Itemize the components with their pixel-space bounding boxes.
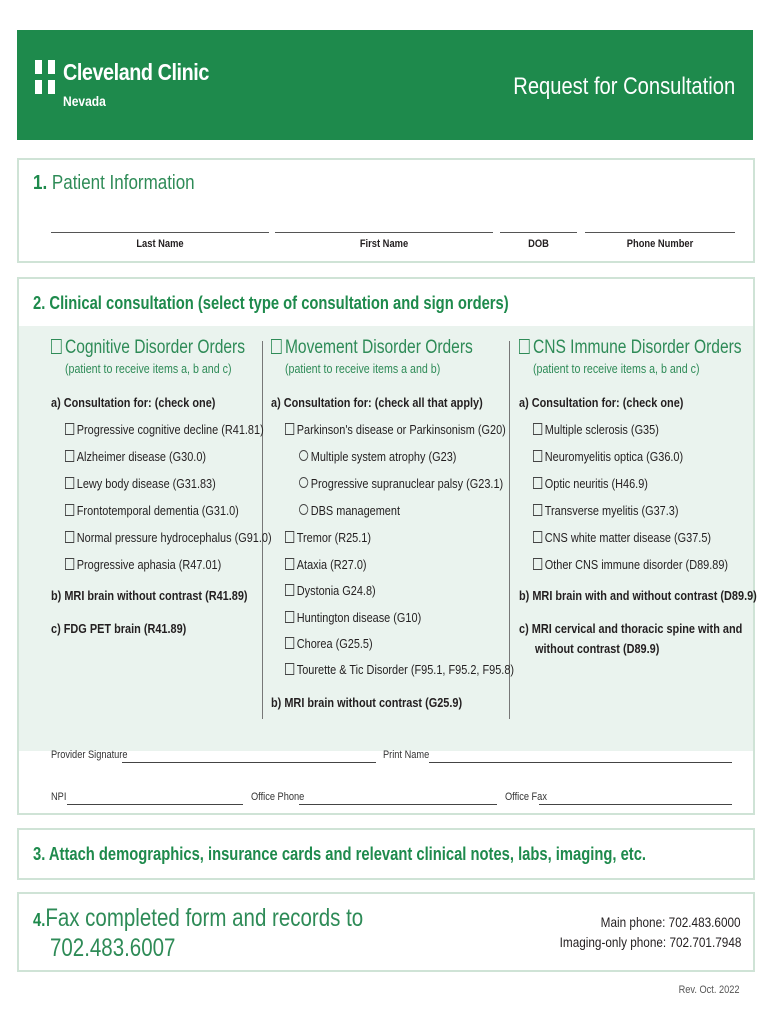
checkbox[interactable] [285, 558, 294, 570]
cognitive-a-label: a) Consultation for: (check one) [51, 395, 216, 410]
radio[interactable] [299, 477, 308, 488]
checkbox[interactable] [285, 611, 294, 623]
cognitive-item[interactable] [65, 422, 264, 437]
movement-b-label: b) MRI brain without contrast (G25.9) [271, 695, 463, 710]
cns-heading-label: CNS Immune Disorder Orders [532, 337, 742, 358]
print-name-label: Print Name [383, 749, 430, 761]
movement-radio-item[interactable] [299, 476, 503, 491]
phone-number-field[interactable] [585, 232, 735, 233]
item-label: Alzheimer disease (G30.0) [76, 449, 207, 464]
section-3-title [33, 844, 646, 865]
cognitive-orders-column [51, 337, 261, 376]
section-4-number: 4. [33, 910, 46, 930]
form-title: Request for Consultation [513, 73, 735, 100]
checkbox[interactable] [65, 477, 74, 489]
last-name-field[interactable] [51, 232, 269, 233]
checkbox[interactable] [65, 450, 74, 462]
item-label: Progressive supranuclear palsy (G23.1) [310, 476, 504, 491]
movement-item[interactable] [285, 610, 421, 625]
checkbox[interactable] [533, 531, 542, 543]
cognitive-item[interactable] [65, 530, 272, 545]
cognitive-heading [51, 337, 246, 359]
cognitive-b-label: b) MRI brain without contrast (R41.89) [51, 588, 248, 603]
brand-subtitle: Nevada [63, 93, 106, 109]
section-3-heading: Attach demographics, insurance cards and relevant clinical notes, labs, imaging, etc. [48, 844, 647, 864]
cns-item[interactable] [533, 503, 678, 518]
radio[interactable] [299, 504, 308, 515]
item-label: Ataxia (R27.0) [296, 557, 367, 572]
checkbox[interactable] [533, 504, 542, 516]
section-1-number: 1. [33, 172, 48, 194]
cns-checkbox[interactable] [519, 339, 530, 354]
fax-section [17, 892, 755, 972]
cognitive-item[interactable] [65, 503, 239, 518]
movement-checkbox[interactable] [271, 339, 282, 354]
brand-name: Cleveland Clinic [63, 59, 209, 85]
last-name-label: Last Name [136, 238, 184, 250]
item-label: Parkinson's disease or Parkinsonism (G20) [296, 422, 506, 437]
item-label: Tourette & Tic Disorder (F95.1, F95.2, F95.8) [296, 662, 515, 677]
movement-orders-column [271, 337, 501, 376]
office-fax-label: Office Fax [505, 791, 547, 803]
movement-item[interactable] [285, 422, 506, 437]
office-phone-field[interactable] [299, 804, 497, 805]
item-label: Huntington disease (G10) [296, 610, 422, 625]
provider-signature-field[interactable] [122, 762, 376, 763]
checkbox[interactable] [65, 531, 74, 543]
item-label: Transverse myelitis (G37.3) [544, 503, 679, 518]
movement-heading [271, 337, 473, 359]
cns-item[interactable] [533, 422, 659, 437]
movement-item[interactable] [285, 636, 373, 651]
cognitive-heading-label: Cognitive Disorder Orders [64, 337, 246, 358]
item-label: Progressive aphasia (R47.01) [76, 557, 222, 572]
cns-orders-column [519, 337, 749, 376]
dob-label: DOB [528, 238, 549, 250]
cognitive-item[interactable] [65, 557, 221, 572]
npi-field[interactable] [67, 804, 243, 805]
checkbox[interactable] [533, 450, 542, 462]
movement-radio-item[interactable] [299, 503, 400, 518]
item-label: Normal pressure hydrocephalus (G91.0) [76, 530, 272, 545]
checkbox[interactable] [65, 423, 74, 435]
item-label: Chorea (G25.5) [296, 636, 373, 651]
fax-number: 702.483.6007 [50, 934, 176, 962]
section-3-number: 3. [33, 844, 46, 864]
item-label: Neuromyelitis optica (G36.0) [544, 449, 684, 464]
cns-heading [519, 337, 742, 359]
checkbox[interactable] [285, 531, 294, 543]
checkbox[interactable] [65, 504, 74, 516]
cognitive-item[interactable] [65, 476, 216, 491]
cognitive-c-label: c) FDG PET brain (R41.89) [51, 621, 187, 636]
checkbox[interactable] [533, 423, 542, 435]
section-4-title [33, 904, 363, 933]
item-label: Tremor (R25.1) [296, 530, 371, 545]
imaging-phone: Imaging-only phone: 702.701.7948 [559, 934, 741, 950]
movement-a-label: a) Consultation for: (check all that apply) [271, 395, 483, 410]
cns-c-label: c) MRI cervical and thoracic spine with and [519, 621, 743, 636]
movement-radio-item[interactable] [299, 449, 456, 464]
cns-subtitle: (patient to receive items a, b and c) [533, 361, 700, 376]
cns-item[interactable] [533, 557, 728, 572]
phone-number-label: Phone Number [626, 238, 694, 250]
movement-item[interactable] [285, 530, 371, 545]
checkbox[interactable] [285, 663, 294, 675]
office-fax-field[interactable] [539, 804, 732, 805]
checkbox[interactable] [533, 558, 542, 570]
checkbox[interactable] [285, 584, 294, 596]
patient-information-section [17, 158, 755, 263]
dob-field[interactable] [500, 232, 577, 233]
first-name-field[interactable] [275, 232, 493, 233]
attachments-section [17, 828, 755, 880]
item-label: Multiple system atrophy (G23) [310, 449, 457, 464]
checkbox[interactable] [285, 423, 294, 435]
cognitive-checkbox[interactable] [51, 339, 62, 354]
cleveland-clinic-logo-icon [35, 60, 55, 94]
section-4-heading: Fax completed form and records to [45, 904, 364, 932]
section-1-title [33, 172, 195, 195]
item-label: Optic neuritis (H46.9) [544, 476, 648, 491]
office-phone-label: Office Phone [251, 791, 305, 803]
cns-item[interactable] [533, 476, 648, 491]
print-name-field[interactable] [429, 762, 732, 763]
npi-label: NPI [51, 791, 67, 803]
item-label: Dystonia G24.8) [296, 583, 376, 598]
checkbox[interactable] [65, 558, 74, 570]
form-header [17, 30, 753, 140]
cognitive-subtitle: (patient to receive items a, b and c) [65, 361, 232, 376]
cognitive-item[interactable] [65, 449, 206, 464]
item-label: CNS white matter disease (G37.5) [544, 530, 712, 545]
first-name-label: First Name [359, 238, 409, 250]
radio[interactable] [299, 450, 308, 461]
cns-c-label-cont: without contrast (D89.9) [535, 641, 660, 656]
main-phone: Main phone: 702.483.6000 [601, 914, 741, 930]
cns-b-label: b) MRI brain with and without contrast (D89.9) [519, 588, 757, 603]
checkbox[interactable] [533, 477, 542, 489]
item-label: DBS management [310, 503, 400, 518]
movement-subtitle: (patient to receive items a and b) [285, 361, 441, 376]
cns-a-label: a) Consultation for: (check one) [519, 395, 684, 410]
checkbox[interactable] [285, 637, 294, 649]
cns-item[interactable] [533, 449, 683, 464]
item-label: Progressive cognitive decline (R41.81) [76, 422, 264, 437]
section-1-heading: Patient Information [51, 172, 195, 194]
item-label: Other CNS immune disorder (D89.89) [544, 557, 729, 572]
revision-date: Rev. Oct. 2022 [679, 984, 740, 996]
item-label: Multiple sclerosis (G35) [544, 422, 659, 437]
section-2-title: 2. Clinical consultation (select type of consultation and sign orders) [33, 293, 509, 313]
provider-signature-label: Provider Signature [51, 749, 128, 761]
item-label: Frontotemporal dementia (G31.0) [76, 503, 239, 518]
item-label: Lewy body disease (G31.83) [76, 476, 216, 491]
movement-item[interactable] [285, 662, 514, 677]
movement-item[interactable] [285, 583, 376, 598]
movement-item[interactable] [285, 557, 367, 572]
cns-item[interactable] [533, 530, 711, 545]
clinical-consultation-section [17, 277, 755, 815]
movement-heading-label: Movement Disorder Orders [284, 337, 473, 358]
